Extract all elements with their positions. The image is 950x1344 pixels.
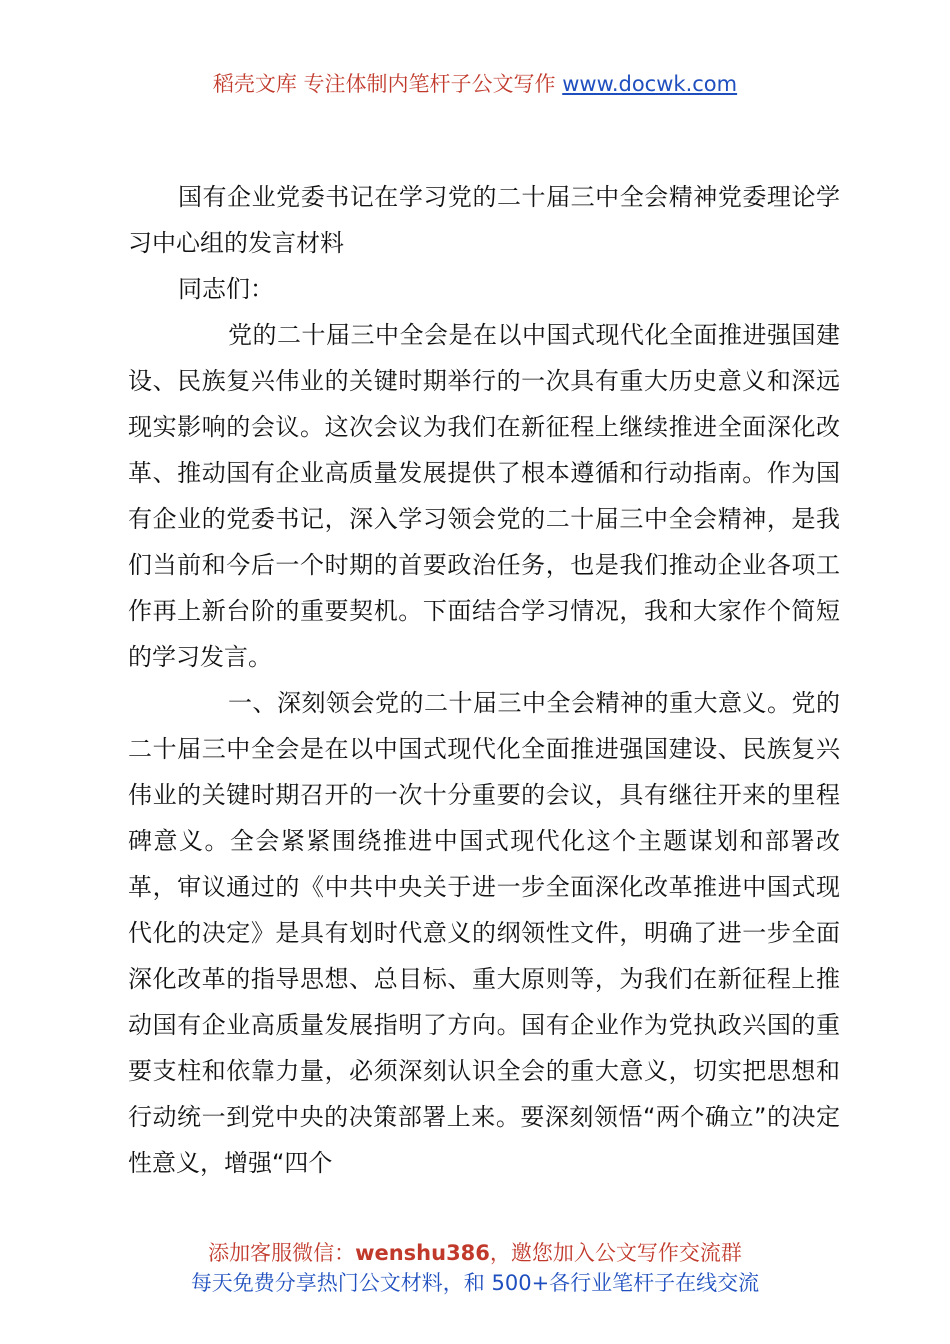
document-body <box>128 174 840 1186</box>
footer-wechat-id: wenshu386 <box>355 1241 490 1265</box>
footer-share-line: 每天免费分享热门公文材料，和 500+各行业笔杆子在线交流 <box>190 1271 760 1295</box>
paragraph-intro: 党的二十届三中全会是在以中国式现代化全面推进强国建设、民族复兴伟业的关键时期举行的一次具有重大历史意义和深远现实影响的会议。这次会议为我们在新征程上继续推进全面深化改革、推动国有企业高质量发展提供了根本遵循和行动指南。作为国有企业的党委书记，深入学习领会党的二十届三中全会精神，是我们当前和今后一个时期的首要政治任务，也是我们推动企业各项工作再上新台阶的重要契机。下面结合学习情况，我和大家作个简短的学习发言。 <box>128 321 840 671</box>
document-title: 国有企业党委书记在学习党的二十届三中全会精神党委理论学习中心组的发言材料 <box>128 183 840 257</box>
footer-wechat-suffix: ，邀您加入公文写作交流群 <box>489 1241 742 1265</box>
footer-wechat-line <box>0 1238 950 1268</box>
brand-text: 稻壳文库 专注体制内笔杆子公文写作 <box>212 72 563 96</box>
site-url-link[interactable]: www.docwk.com <box>562 72 738 96</box>
footer-wechat-prefix: 添加客服微信： <box>208 1241 356 1265</box>
promo-footer <box>0 1238 950 1298</box>
salutation: 同志们： <box>178 275 274 303</box>
site-header <box>0 68 950 100</box>
paragraph-section-1: 一、深刻领会党的二十届三中全会精神的重大意义。党的二十届三中全会是在以中国式现代化全面推进强国建设、民族复兴伟业的关键时期召开的一次十分重要的会议，具有继往开来的里程碑意义。全会紧紧围绕推进中国式现代化这个主题谋划和部署改革，审议通过的《中共中央关于进一步全面深化改革推进中国式现代化的决定》是具有划时代意义的纲领性文件，明确了进一步全面深化改革的指导思想、总目标、重大原则等，为我们在新征程上推动国有企业高质量发展指明了方向。国有企业作为党执政兴国的重要支柱和依靠力量，必须深刻认识全会的重大意义，切实把思想和行动统一到党中央的决策部署上来。要深刻领悟“两个确立”的决定性意义，增强“四个 <box>128 689 840 1177</box>
